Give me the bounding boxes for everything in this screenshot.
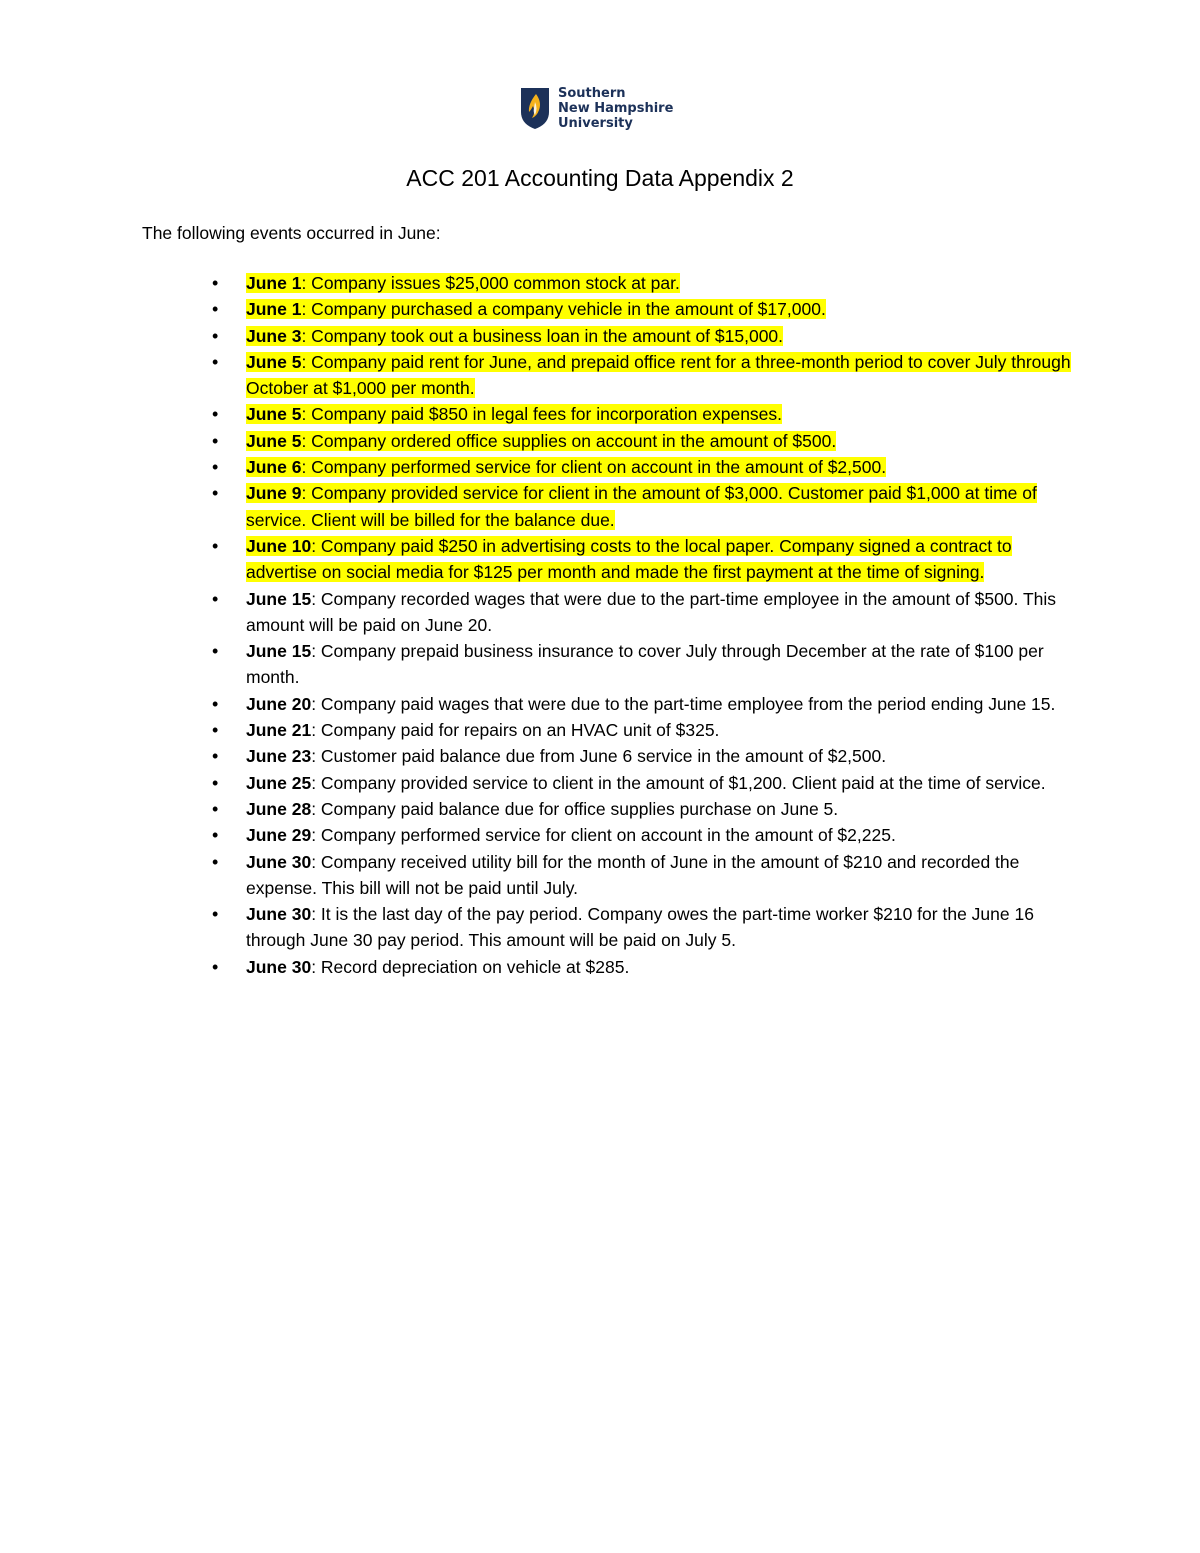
- bullet-icon: •: [212, 851, 219, 872]
- event-date: June 3: [246, 325, 302, 346]
- bullet-icon: •: [212, 588, 219, 609]
- event-description: : Company provided service for client in the amount of $3,000. Customer paid $1,000 at time of service. Client will be billed for the balance due.: [246, 483, 1037, 530]
- event-date: June 25: [246, 772, 312, 793]
- intro-text: The following events occurred in June:: [142, 223, 441, 243]
- bullet-icon: •: [212, 299, 219, 320]
- event-date: June 5: [246, 430, 302, 451]
- event-description: : Company performed service for client on account in the amount of $2,500.: [301, 457, 887, 478]
- event-date: June 6: [246, 457, 302, 478]
- event-date: June 30: [246, 851, 312, 872]
- event-description: : Company issues $25,000 common stock at par.: [301, 273, 680, 293]
- event-content: [246, 641, 1044, 687]
- event-description: : Company paid balance due for office supplies purchase on June 5.: [311, 798, 839, 819]
- event-item: [212, 717, 1082, 743]
- bullet-icon: •: [212, 772, 219, 793]
- event-item: [212, 454, 1082, 480]
- university-logo: [520, 84, 700, 132]
- event-description: : Company paid $250 in advertising costs to the local paper. Company signed a contract to advertise on social media for $125 per month and made the first payment at the time of signing.: [246, 535, 1012, 583]
- event-item: [212, 296, 1082, 322]
- event-content: [246, 589, 1056, 635]
- event-item: [212, 270, 1082, 296]
- bullet-icon: •: [212, 535, 219, 556]
- bullet-icon: •: [212, 746, 219, 767]
- event-description: : Company paid wages that were due to the part-time employee from the period ending June 15.: [311, 693, 1056, 714]
- bullet-icon: •: [212, 956, 219, 977]
- event-item: [212, 770, 1082, 796]
- event-item: [212, 849, 1082, 902]
- event-content: [246, 404, 782, 424]
- event-content: [246, 799, 838, 819]
- event-content: [246, 904, 1034, 950]
- event-content: [246, 746, 886, 766]
- event-description: : Company received utility bill for the month of June in the amount of $210 and recorded the expense. This bill will not be paid until July.: [246, 851, 1020, 898]
- event-item: [212, 901, 1082, 954]
- bullet-icon: •: [212, 325, 219, 346]
- bullet-icon: •: [212, 904, 219, 925]
- event-description: : Company performed service for client on account in the amount of $2,225.: [311, 825, 896, 846]
- event-item: [212, 428, 1082, 454]
- event-item: [212, 533, 1082, 586]
- event-description: : Customer paid balance due from June 6 service in the amount of $2,500.: [311, 746, 887, 767]
- bullet-icon: •: [212, 430, 219, 451]
- event-description: : Company paid for repairs on an HVAC unit of $325.: [311, 720, 720, 741]
- bullet-icon: •: [212, 641, 219, 662]
- bullet-icon: •: [212, 273, 219, 293]
- event-item: [212, 586, 1082, 639]
- event-date: June 10: [246, 535, 312, 556]
- event-content: [246, 483, 1037, 529]
- event-date: June 9: [246, 483, 302, 504]
- event-content: [246, 431, 836, 451]
- event-item: [212, 401, 1082, 427]
- event-date: June 1: [246, 299, 302, 320]
- event-content: [246, 852, 1019, 898]
- event-content: [246, 352, 1071, 398]
- event-description: : Company paid rent for June, and prepaid office rent for a three-month period to cover July through October at $1,000 per month.: [246, 351, 1071, 399]
- event-date: June 30: [246, 904, 312, 925]
- event-content: [246, 957, 629, 977]
- event-item: [212, 954, 1082, 980]
- logo-wordmark: [558, 86, 673, 131]
- event-item: [212, 480, 1082, 533]
- event-description: : Company provided service to client in the amount of $1,200. Client paid at the time of service.: [311, 772, 1046, 793]
- event-content: [246, 536, 1012, 582]
- event-item: [212, 638, 1082, 691]
- event-item: [212, 323, 1082, 349]
- event-description: : Company ordered office supplies on account in the amount of $500.: [301, 430, 837, 451]
- event-date: June 15: [246, 641, 312, 662]
- bullet-icon: •: [212, 483, 219, 504]
- event-item: [212, 796, 1082, 822]
- event-date: June 5: [246, 351, 302, 372]
- event-date: June 15: [246, 588, 312, 609]
- event-content: [246, 457, 886, 477]
- event-description: : Record depreciation on vehicle at $285.: [311, 956, 630, 977]
- bullet-icon: •: [212, 404, 219, 425]
- event-description: : Company paid $850 in legal fees for incorporation expenses.: [301, 404, 783, 425]
- bullet-icon: •: [212, 720, 219, 741]
- event-item: [212, 349, 1082, 402]
- event-content: [246, 773, 1046, 793]
- event-description: : Company took out a business loan in the amount of $15,000.: [301, 325, 784, 346]
- event-date: June 28: [246, 798, 312, 819]
- flame-shield-icon: [520, 86, 550, 130]
- bullet-icon: •: [212, 351, 219, 372]
- event-date: June 29: [246, 825, 312, 846]
- logo-line-2: New Hampshire: [558, 100, 674, 116]
- event-date: June 5: [246, 404, 302, 425]
- event-item: [212, 691, 1082, 717]
- event-content: [246, 273, 680, 293]
- event-item: [212, 822, 1082, 848]
- bullet-icon: •: [212, 825, 219, 846]
- event-date: June 30: [246, 956, 312, 977]
- event-content: [246, 720, 719, 740]
- event-item: [212, 743, 1082, 769]
- event-date: June 1: [246, 273, 302, 293]
- bullet-icon: •: [212, 693, 219, 714]
- event-content: [246, 825, 896, 845]
- event-date: June 23: [246, 746, 312, 767]
- bullet-icon: •: [212, 798, 219, 819]
- event-description: : Company recorded wages that were due to the part-time employee in the amount of $500. This amount will be paid on June 20.: [246, 588, 1057, 635]
- logo-line-1: Southern: [558, 85, 626, 101]
- event-content: [246, 694, 1055, 714]
- event-date: June 20: [246, 693, 312, 714]
- event-description: : It is the last day of the pay period. Company owes the part-time worker $210 for the June 16 through June 30 pay period. This amount will be paid on July 5.: [246, 904, 1034, 951]
- event-description: : Company purchased a company vehicle in the amount of $17,000.: [301, 299, 826, 320]
- logo-line-3: University: [558, 115, 633, 131]
- event-content: [246, 326, 783, 346]
- event-description: : Company prepaid business insurance to cover July through December at the rate of $100 per month.: [246, 641, 1044, 688]
- bullet-icon: •: [212, 457, 219, 478]
- event-date: June 21: [246, 720, 312, 741]
- page-title: ACC 201 Accounting Data Appendix 2: [406, 165, 794, 191]
- event-content: [246, 299, 826, 319]
- events-list: [212, 270, 1082, 980]
